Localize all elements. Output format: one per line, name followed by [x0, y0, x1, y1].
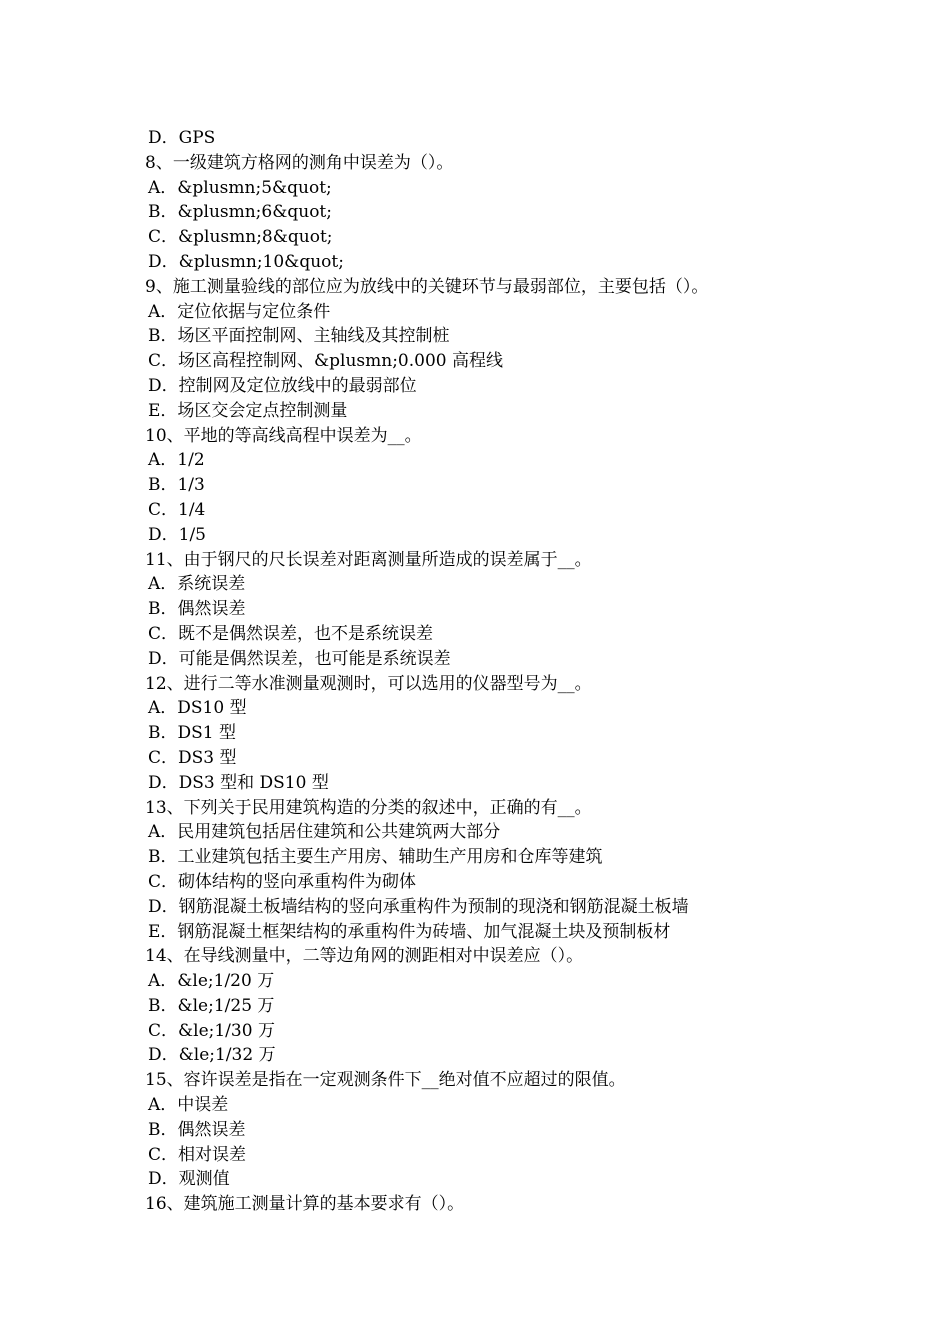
option-text: A．DS10 型 [148, 698, 247, 719]
option-text: A．中误差 [148, 1095, 229, 1116]
option-text: D．GPS [148, 128, 216, 148]
option-text: E．钢筋混凝土框架结构的承重构件为砖墙、加气混凝土块及预制板材 [148, 921, 671, 942]
option-text: B．&le;1/25 万 [148, 995, 275, 1016]
option-text: B．DS1 型 [148, 723, 236, 744]
question-text: 16、建筑施工测量计算的基本要求有（）。 [145, 1194, 465, 1215]
option-text: C．砌体结构的竖向承重构件为砌体 [148, 871, 417, 892]
option-text: D．1/5 [148, 524, 206, 545]
option-text: C．相对误差 [148, 1144, 247, 1165]
option-text: D．钢筋混凝土板墙结构的竖向承重构件为预制的现浇和钢筋混凝土板墙 [148, 896, 689, 917]
option-text: D．&plusmn;10&quot; [148, 251, 344, 272]
option-text: B．偶然误差 [148, 599, 246, 620]
option-text: A．&plusmn;5&quot; [148, 177, 332, 198]
option-text: A．1/2 [148, 450, 205, 471]
option-text: D．观测值 [148, 1169, 230, 1190]
question-text: 8、一级建筑方格网的测角中误差为（）。 [145, 152, 454, 173]
option-text: C．既不是偶然误差，也不是系统误差 [148, 623, 434, 644]
question-text: 15、容许误差是指在一定观测条件下__绝对值不应超过的限值。 [145, 1070, 626, 1091]
question-text: 9、施工测量验线的部位应为放线中的关键环节与最弱部位，主要包括（）。 [145, 276, 709, 297]
document-page [0, 126, 950, 1217]
option-text: A．民用建筑包括居住建筑和公共建筑两大部分 [148, 822, 501, 843]
option-text: C．&plusmn;8&quot; [148, 227, 333, 248]
option-text: C．DS3 型 [148, 747, 237, 768]
option-text: E．场区交会定点控制测量 [148, 400, 348, 421]
option-text: C．场区高程控制网、&plusmn;0.000 高程线 [148, 351, 503, 372]
question-text: 11、由于钢尺的尺长误差对距离测量所造成的误差属于__。 [145, 549, 592, 570]
option-text: C．1/4 [148, 499, 206, 520]
option-text: B．&plusmn;6&quot; [148, 202, 332, 223]
question-text: 12、进行二等水准测量观测时，可以选用的仪器型号为__。 [145, 673, 592, 694]
question-text: 14、在导线测量中，二等边角网的测距相对中误差应（）。 [145, 946, 584, 967]
option-text: D．&le;1/32 万 [148, 1045, 276, 1066]
option-text: B．偶然误差 [148, 1119, 246, 1140]
option-text: A．系统误差 [148, 574, 246, 595]
option-text: A．&le;1/20 万 [148, 971, 275, 992]
question-text: 10、平地的等高线高程中误差为__。 [145, 425, 422, 446]
option-text: D．可能是偶然误差，也可能是系统误差 [148, 648, 451, 669]
option-text: D．控制网及定位放线中的最弱部位 [148, 375, 417, 396]
option-text: C．&le;1/30 万 [148, 1020, 275, 1041]
option-text: B．场区平面控制网、主轴线及其控制桩 [148, 326, 450, 347]
option-text: B．1/3 [148, 475, 205, 496]
option-text: D．DS3 型和 DS10 型 [148, 772, 329, 793]
option-text: B．工业建筑包括主要生产用房、辅助生产用房和仓库等建筑 [148, 847, 603, 868]
option-text: A．定位依据与定位条件 [148, 301, 331, 322]
question-text: 13、下列关于民用建筑构造的分类的叙述中，正确的有__。 [145, 797, 592, 818]
